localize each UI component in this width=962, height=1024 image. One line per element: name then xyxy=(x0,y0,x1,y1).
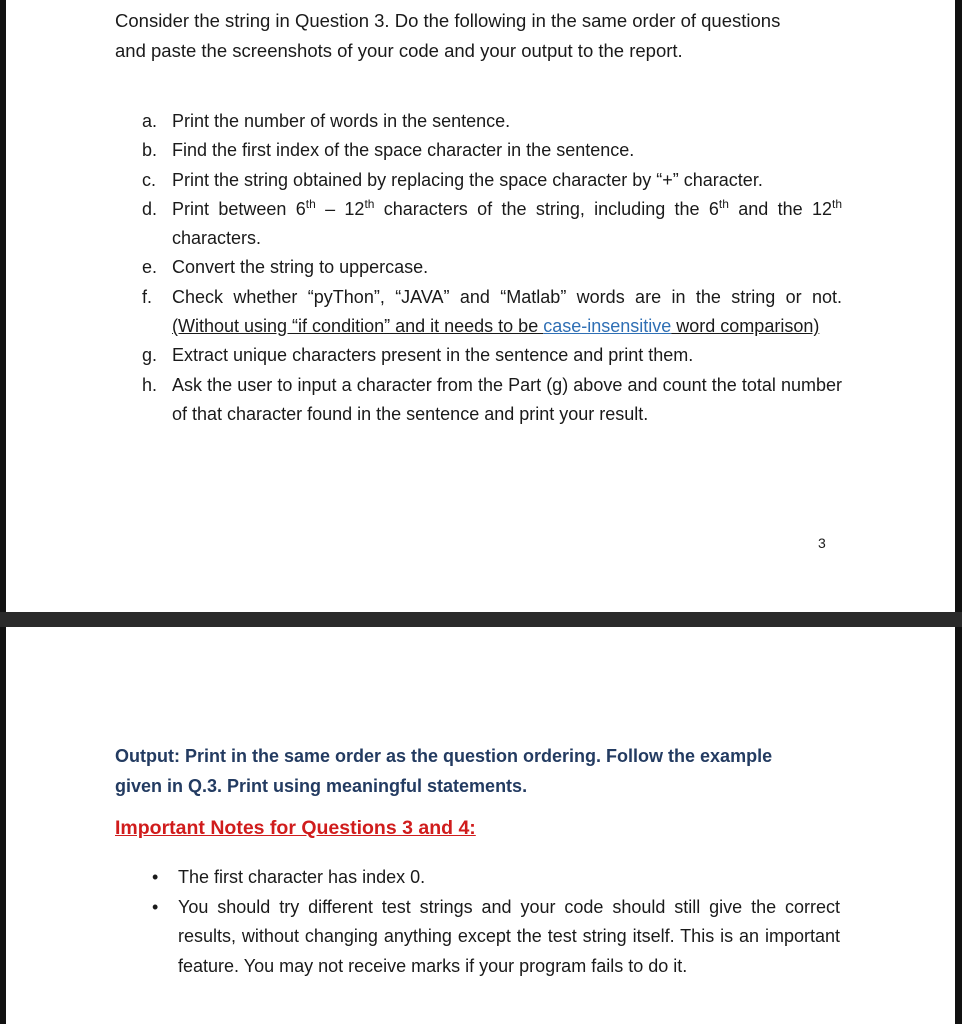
note-text: You should try different test strings and your code should still give the correct results, without changing anything except the test string itself. This is an important feature. You may not receive marks if your program fails to do it. xyxy=(178,896,840,976)
question-marker: e. xyxy=(142,257,158,278)
question-item-d xyxy=(142,195,842,254)
case-insensitive-link[interactable]: case-insensitive xyxy=(543,316,672,337)
question-marker: c. xyxy=(142,169,157,190)
superscript: th xyxy=(305,196,316,211)
question-item-b xyxy=(142,136,842,165)
page-number: 3 xyxy=(818,535,826,551)
note-item xyxy=(150,863,840,893)
question-text-part: Check whether “pyThon”, “JAVA” and “Matlab” words are in the string or not. xyxy=(172,286,842,307)
question-text-part: and the 12 xyxy=(728,198,832,219)
intro-paragraph: Consider the string in Question 3. Do the following in the same order of questions and paste the screenshots of your code and your output to the report. xyxy=(115,10,781,61)
question-marker: g. xyxy=(142,345,158,366)
question-text-part: – 12 xyxy=(315,198,365,219)
question-text: Ask the user to input a character from the Part (g) above and count the total number of that character found in the sentence and print your result. xyxy=(172,374,842,424)
superscript: th xyxy=(718,196,729,211)
notes-list xyxy=(150,863,840,981)
question-item-c xyxy=(142,166,842,195)
question-item-h xyxy=(142,371,842,430)
question-marker: d. xyxy=(142,198,158,219)
question-text: Convert the string to uppercase. xyxy=(172,257,429,278)
superscript: th xyxy=(831,196,842,211)
question-marker: b. xyxy=(142,140,158,161)
bullet-icon: • xyxy=(152,896,159,917)
question-text: Find the first index of the space character in the sentence. xyxy=(172,140,635,161)
bullet-icon: • xyxy=(152,867,159,887)
question-text-part: characters of the string, including the 6 xyxy=(374,198,719,219)
question-text-part: characters. xyxy=(172,228,262,249)
underlined-text: word comparison) xyxy=(671,316,820,337)
note-item xyxy=(150,893,840,982)
question-text: Print the number of words in the sentence. xyxy=(172,111,511,131)
page-separator xyxy=(0,612,962,627)
question-item-g xyxy=(142,341,842,370)
underlined-text: (Without using “if condition” and it needs to be xyxy=(172,316,544,337)
question-item-f xyxy=(142,283,842,342)
question-marker: h. xyxy=(142,374,158,395)
note-text: The first character has index 0. xyxy=(178,867,426,887)
question-item-e xyxy=(142,253,842,282)
superscript: th xyxy=(364,196,375,211)
important-notes-heading: Important Notes for Questions 3 and 4: xyxy=(115,817,476,839)
right-dark-edge xyxy=(955,0,962,1024)
question-item-a xyxy=(142,107,842,136)
question-text: Print the string obtained by replacing the space character by “+” character. xyxy=(172,169,763,190)
question-list xyxy=(142,107,842,429)
question-marker: a. xyxy=(142,111,158,131)
output-instructions: Output: Print in the same order as the question ordering. Follow the example given in Q.3. Print using meaningful statements. xyxy=(115,746,773,796)
question-text: Extract unique characters present in the sentence and print them. xyxy=(172,345,694,366)
question-marker: f. xyxy=(142,286,153,307)
question-text-part: Print between 6 xyxy=(172,198,306,219)
